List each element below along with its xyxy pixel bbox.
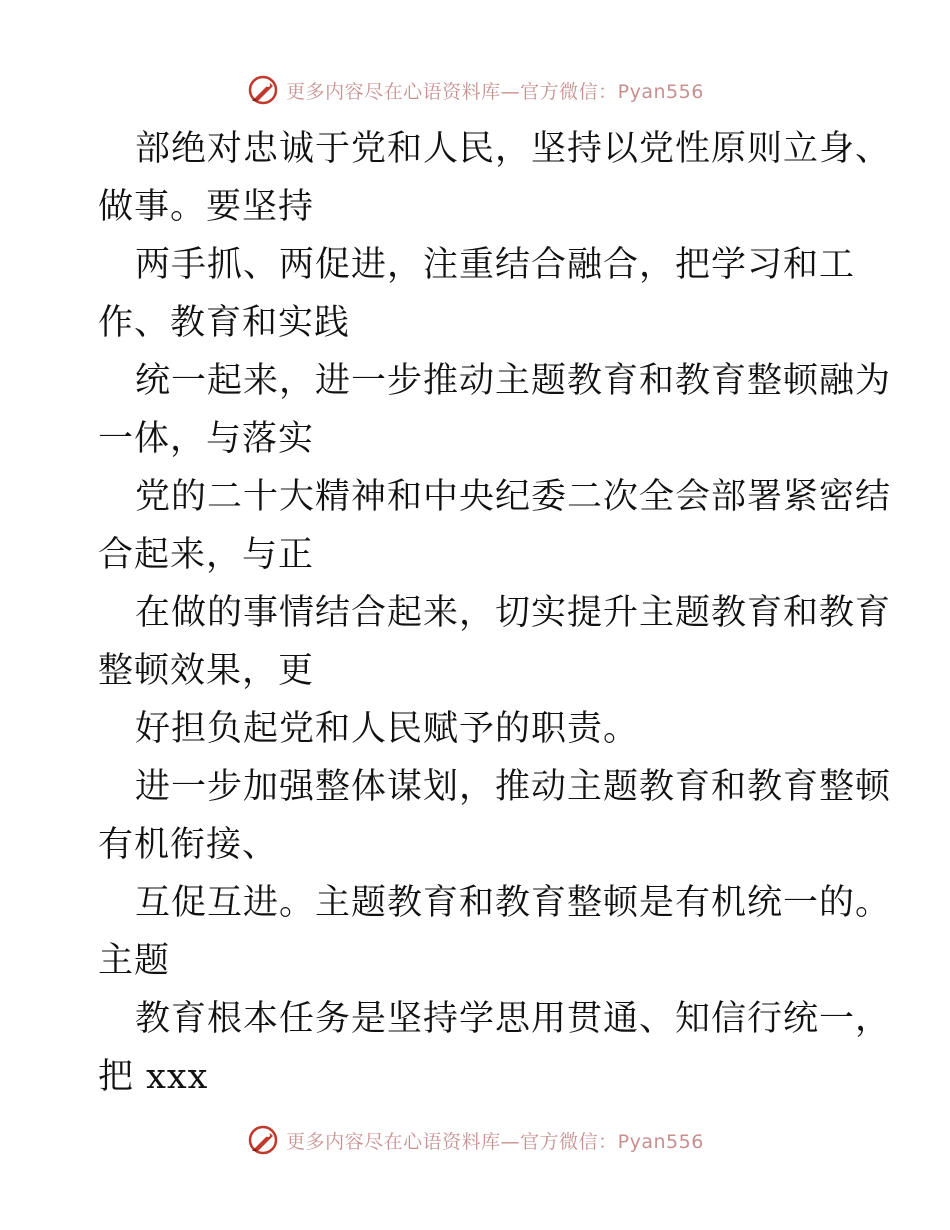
text-line: 整顿效果，更 (98, 651, 315, 691)
text-line: 一体，与落实 (98, 419, 315, 459)
header-watermark-text: 更多内容尽在心语资料库—官方微信：Pyan556 (286, 80, 704, 103)
text-line: 部绝对忠诚于党和人民，坚持以党性原则立身、 (135, 129, 892, 169)
footer-watermark-text: 更多内容尽在心语资料库—官方微信：Pyan556 (286, 1130, 704, 1153)
footer-watermark (0, 1120, 950, 1160)
text-line: 党的二十大精神和中央纪委二次全会部署紧密结 (135, 477, 892, 517)
header-watermark (0, 70, 950, 110)
text-line: 互促互进。主题教育和教育整顿是有机统一的。 (135, 883, 892, 923)
text-line: 把 xxx (98, 1057, 209, 1097)
text-line: 主题 (98, 941, 171, 981)
text-line: 在做的事情结合起来，切实提升主题教育和教育 (135, 593, 892, 633)
text-line: 教育根本任务是坚持学思用贯通、知信行统一， (135, 999, 892, 1039)
text-line: 有机衔接、 (98, 825, 279, 865)
text-line: 两手抓、两促进，注重结合融合，把学习和工 (135, 245, 856, 285)
text-line: 好担负起党和人民赋予的职责。 (135, 709, 640, 749)
text-line: 统一起来，进一步推动主题教育和教育整顿融为 (135, 361, 892, 401)
text-line: 合起来，与正 (98, 535, 315, 575)
pen-nib-logo-icon (246, 1123, 280, 1157)
pen-nib-logo-icon (246, 73, 280, 107)
text-line: 做事。要坚持 (98, 187, 315, 227)
body-text (98, 120, 892, 1106)
text-line: 作、教育和实践 (98, 303, 351, 343)
text-line: 进一步加强整体谋划，推动主题教育和教育整顿 (135, 767, 892, 807)
